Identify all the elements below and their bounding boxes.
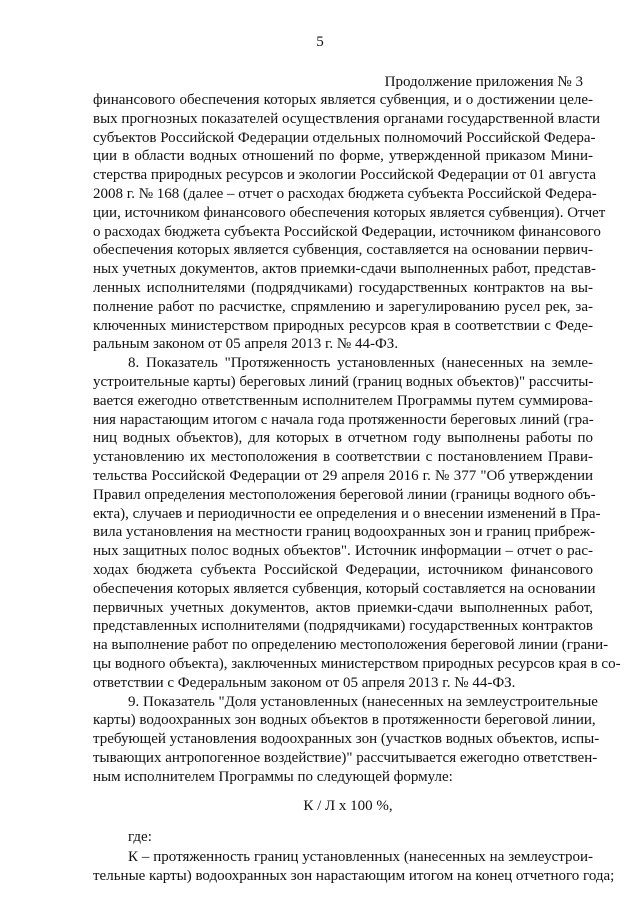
text-line: Правил определения местоположения береговой линии (границы водного объ- bbox=[93, 486, 596, 503]
text-line: первичных учетных документов, актов приемки-сдачи выполненных работ, bbox=[93, 599, 593, 616]
text-line: полнение работ по расчистке, спрямлению и зарегулированию русел рек, за- bbox=[93, 298, 593, 315]
text-line: ходах бюджета субъекта Российской Федерации, источником финансового bbox=[93, 561, 593, 578]
text-line: тельства Российской Федерации от 29 апреля 2016 г. № 377 "Об утверждении bbox=[93, 467, 593, 484]
text-line: ным исполнителем Программы по следующей формуле: bbox=[93, 768, 453, 785]
text-line: К – протяженность границ установленных (нанесенных на землеустрои- bbox=[128, 849, 593, 866]
document-body bbox=[93, 91, 621, 886]
text-line: субъектов Российской Федерации отдельных полномочий Российской Федера- bbox=[93, 129, 596, 146]
text-line: обеспечения которых является субвенция, составляется на основании первич- bbox=[93, 242, 593, 259]
text-line: ленных исполнителями (подрядчиками) государственных контрактов на вы- bbox=[93, 279, 593, 296]
text-line: ответствии с Федеральным законом от 05 апреля 2013 г. № 44-ФЗ. bbox=[93, 674, 516, 691]
text-line: карты) водоохранных зон водных объектов в протяженности береговой линии, bbox=[93, 712, 596, 729]
text-line: цы водного объекта), заключенных министерством природных ресурсов края в со- bbox=[93, 655, 621, 672]
appendix-continuation-note: Продолжение приложения № 3 bbox=[384, 74, 583, 90]
text-line: 2008 г. № 168 (далее – отчет о расходах бюджета субъекта Российской Федера- bbox=[93, 185, 597, 202]
paragraph-continuation bbox=[93, 91, 606, 354]
text-line: представленных исполнителями (подрядчиками) государственных контрактов bbox=[93, 618, 593, 635]
text-line: ния нарастающим итогом с начала года протяженности береговых линий (гра- bbox=[93, 411, 594, 428]
text-line: ции, источником финансового обеспечения которых является субвенция). Отчет bbox=[93, 204, 606, 221]
text-line: тельные карты) водоохранных зон нарастающим итогом на конец отчетного года; bbox=[93, 868, 615, 885]
text-line: ральным законом от 05 апреля 2013 г. № 44-ФЗ. bbox=[93, 336, 399, 353]
text-line: устроительные карты) береговых линий (границ водных объектов)" рассчиты- bbox=[93, 373, 594, 390]
formula: К / Л х 100 %, bbox=[303, 798, 393, 815]
text-line: ных учетных документов, актов приемки-сдачи выполненных работ, представ- bbox=[93, 261, 597, 278]
text-line: о расходах бюджета субъекта Российской Федерации, источником финансового bbox=[93, 223, 601, 240]
text-line: 8. Показатель "Протяженность установленных (нанесенных на земле- bbox=[128, 355, 593, 372]
text-line: тывающих антропогенное воздействие)" рассчитывается ежегодно ответствен- bbox=[93, 749, 598, 766]
text-line: обеспечения которых является субвенция, который составляется на основании bbox=[93, 580, 596, 597]
definition-k bbox=[93, 848, 615, 886]
text-line: ниц водных объектов), для которых в отчетном году выполнены работы по bbox=[93, 430, 593, 447]
text-line: установлению их местоположения в соответствии с постановлением Прави- bbox=[93, 449, 593, 466]
text-line: финансового обеспечения которых является субвенция, и о достижении целе- bbox=[93, 92, 593, 108]
text-line: стерства природных ресурсов и экологии Российской Федерации от 01 августа bbox=[93, 167, 597, 184]
where-label: где: bbox=[128, 829, 152, 846]
paragraph-item-8 bbox=[93, 354, 621, 692]
paragraph-item-9 bbox=[93, 693, 600, 787]
text-line: вила установления на местности границ водоохранных зон и границ прибреж- bbox=[93, 524, 596, 541]
text-line: ключенных министерством природных ресурсов края в соответствии с Феде- bbox=[93, 317, 593, 334]
text-line: 9. Показатель "Доля установленных (нанесенных на землеустроительные bbox=[128, 693, 598, 710]
text-line: ных защитных полос водных объектов". Источник информации – отчет о рас- bbox=[93, 543, 593, 560]
text-line: на выполнение работ по определению местоположения береговой линии (грани- bbox=[93, 637, 609, 654]
text-line: ции в области водных отношений по форме, утвержденной приказом Мини- bbox=[93, 148, 593, 165]
text-line: вых прогнозных показателей осуществления органами государственной власти bbox=[93, 110, 601, 127]
text-line: требующей установления водоохранных зон (участков водных объектов, испы- bbox=[93, 731, 600, 748]
text-line: вается ежегодно ответственным исполнителем Программы путем суммирова- bbox=[93, 392, 593, 409]
text-line: екта), случаев и периодичности ее определения и о внесении изменений в Пра- bbox=[93, 505, 601, 522]
page-number: 5 bbox=[316, 34, 324, 50]
